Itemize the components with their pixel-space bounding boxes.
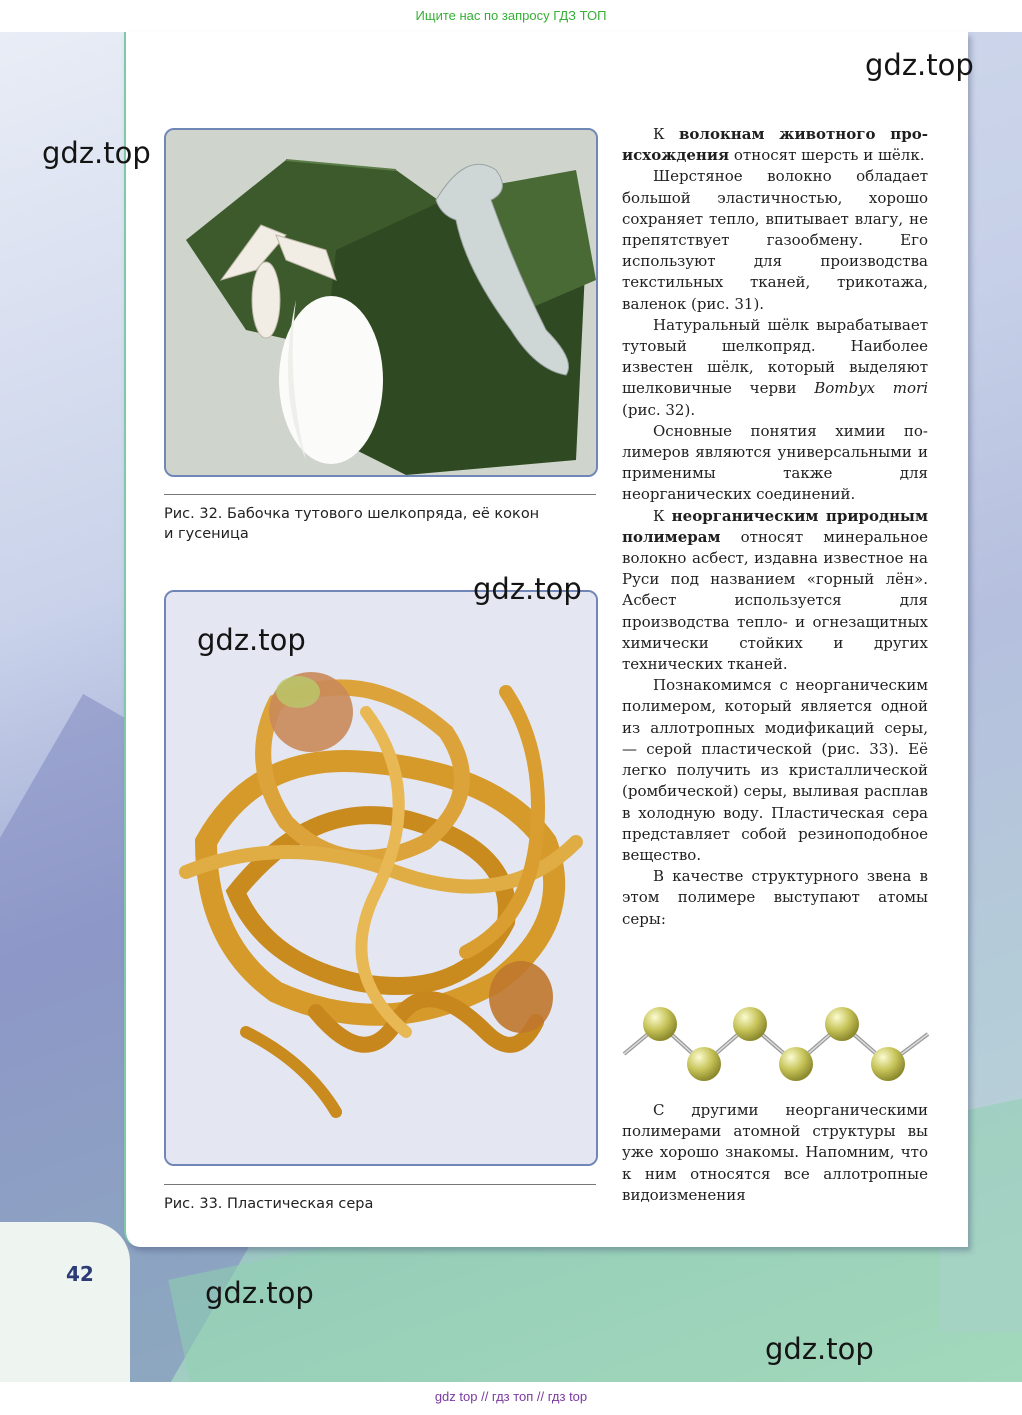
paragraph-inorganic-polymers: К неорганическим природным полимерам относят минеральное волокно асбест, издавна известное на Руси под названием «горный лён». Асбест используется для производства тепло- и огнезащитных химически стойких и других технических тканей.	[622, 506, 928, 674]
sulfur-atom	[825, 1007, 859, 1041]
sulfur-atom	[779, 1047, 813, 1081]
paragraph-silk: Натуральный шёлк вырабатывает тутовый шелкопряд. Наиболее известен шёлк, который выделяют шелковичные черви Bombyx mori (рис. 32).	[622, 315, 928, 419]
sulfur-atom	[687, 1047, 721, 1081]
paragraph-structural-unit: В качестве структурного звена в этом полимере выступают атомы серы:	[622, 867, 928, 928]
term-inorganic-polymers: неорганическим природным полимерам	[622, 506, 928, 546]
figure-33-caption: Рис. 33. Пластическая сера	[164, 1196, 374, 1212]
sulfur-chain-diagram	[620, 1002, 932, 1088]
body-text-continued	[622, 1100, 928, 1206]
sulfur-atom	[643, 1007, 677, 1041]
paragraph-wool: Шерстяное волокно обладает большой эластичностью, хорошо сохраняет тепло, впитывает влагу, не препятствует газообмену. Его используют для производства текстильных тканей, трикотажа, валенок (рис. 31).	[622, 167, 928, 313]
paragraph-plastic-sulfur: Познакомимся с неорганическим полимером, который является одной из аллотропных модификаций серы, — серой пластической (рис. 33). Её легко получить из кристаллической (ромбической) серы, выливая расплав в холодную воду. Пластическая сера представляет собой резиноподобное вещество.	[622, 676, 928, 864]
figure-32-caption-line2: и гусеница	[164, 526, 249, 542]
paragraph-polymer-concepts: Основные понятия химии полимеров являются универсальными и применимы также для неорганических соединений.	[622, 421, 928, 504]
species-name: Bombyx mori	[814, 379, 928, 398]
caption-rule	[164, 1184, 596, 1185]
watermark: gdz.top	[197, 623, 306, 657]
body-text	[622, 124, 928, 930]
page-number: 42	[66, 1262, 94, 1286]
silkworm-photo	[164, 128, 598, 477]
watermark: gdz.top	[205, 1276, 314, 1310]
sulfur-atom	[733, 1007, 767, 1041]
watermark: gdz.top	[765, 1332, 874, 1366]
figure-32-caption-line1: Рис. 32. Бабочка тутового шелкопряда, её кокон	[164, 506, 540, 522]
term-animal-fibers: волокнам животного происхождения	[622, 125, 928, 165]
sulfur-atom	[871, 1047, 905, 1081]
figure-32-caption	[164, 504, 594, 544]
top-search-hint: Ищите нас по запросу ГДЗ ТОП	[0, 0, 1022, 32]
plastic-sulfur-photo	[164, 590, 598, 1166]
watermark: gdz.top	[865, 48, 974, 82]
paragraph-other-inorganic: С другими неорганическими полимерами атомной структуры вы уже хорошо знакомы. Напомним, что к ним относятся все аллотропные видоизменения	[622, 1101, 928, 1204]
caption-rule	[164, 494, 596, 495]
footer-links[interactable]: gdz top // гдз топ // гдз top	[0, 1383, 1022, 1415]
watermark: gdz.top	[473, 572, 582, 606]
paragraph-animal-fibers: К волокнам животного происхождения относят шерсть и шёлк.	[622, 125, 928, 165]
watermark: gdz.top	[42, 136, 151, 170]
